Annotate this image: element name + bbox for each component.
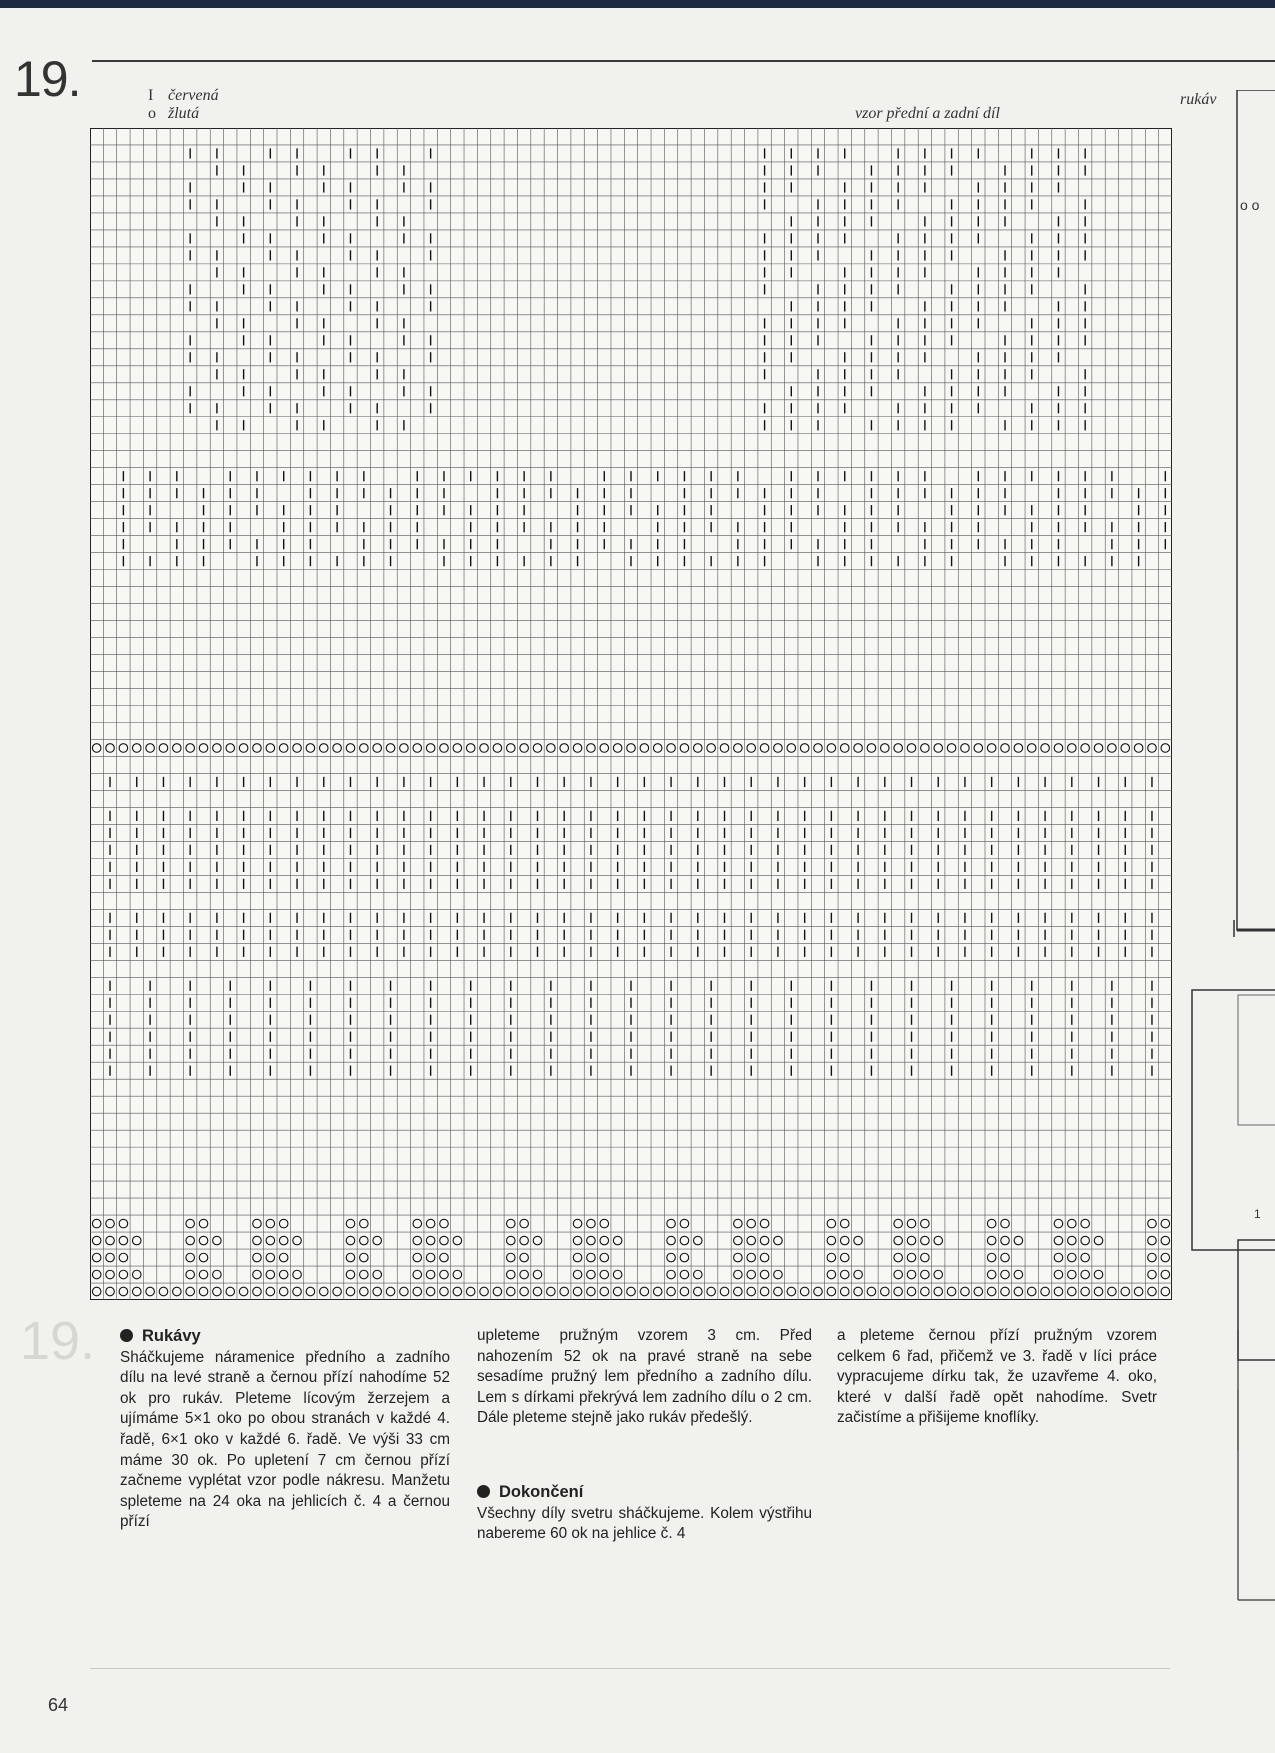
- legend-symbol: I: [148, 87, 154, 104]
- knitting-pattern-chart: [90, 128, 1172, 1300]
- section-body: upleteme pružným vzorem 3 cm. Před nahozením 52 ok na pravé straně na sebe sesadíme pružný lem předního a zadního dílu. Lem s dírkami překrývá lem zadního dílu o 2 cm. Dále pleteme stejně jako rukáv předešlý.: [477, 1327, 812, 1427]
- bullet-icon: [477, 1485, 490, 1498]
- instructions-finishing-continued: [837, 1326, 1157, 1429]
- instructions-sleeves: [120, 1326, 450, 1533]
- page-number: 64: [48, 1695, 69, 1715]
- chart-title: vzor přední a zadní díl: [855, 105, 1000, 122]
- bottom-rule: [90, 1668, 1170, 1669]
- header-rule-right: [1180, 60, 1275, 62]
- svg-text:1: 1: [1254, 1207, 1261, 1221]
- bullet-icon: [120, 1329, 133, 1342]
- section-body: a pleteme černou přízí pružným vzorem celkem 6 řad, přičemž ve 3. řadě v líci práce vypracujeme dírku tak, že uzavřeme 4. oko, které v další řadě opět nahodíme. Svetr začistíme a přišijeme knoflíky.: [837, 1327, 1157, 1427]
- legend-label: žlutá: [168, 105, 200, 122]
- svg-text:o o: o o: [1240, 197, 1260, 213]
- instructions-finishing: [477, 1482, 812, 1545]
- section-body: Všechny díly svetru sháčkujeme. Kolem výstřihu nabereme 60 ok na jehlice č. 4: [477, 1504, 812, 1543]
- sleeve-chart-title: rukáv: [1180, 91, 1217, 108]
- section-body: Sháčkujeme náramenice předního a zadního dílu na levé straně a černou přízí nahodíme 52 ok pro rukáv. Pleteme lícovým žerzejem a ujímáme 5×1 oko po obou stranách v každé 4. řadě, 6×1 oko v každé 6. řadě. Ve výši 33 cm máme 30 ok. Po upletení 7 cm černou přízí začneme vyplétat vzor podle nákresu. Manžetu spleteme na 24 oka na jehlicích č. 4 a černou přízí: [120, 1348, 450, 1531]
- section-number: 19.: [14, 51, 81, 107]
- ghost-section-number: 19.: [20, 1311, 96, 1371]
- header-rule: [92, 60, 1180, 62]
- section-heading: Dokončení: [477, 1482, 812, 1503]
- legend-symbol: o: [148, 105, 156, 122]
- chart-legend: [148, 87, 219, 123]
- instructions-sleeves-continued: [477, 1326, 812, 1429]
- legend-label: červená: [168, 87, 219, 104]
- top-edge-strip: [0, 0, 1275, 8]
- section-heading: Rukávy: [120, 1326, 450, 1347]
- legend-item-yellow: [148, 105, 219, 123]
- chart-frame: [90, 128, 1172, 1300]
- legend-item-red: [148, 87, 219, 105]
- sleeve-schematic-fragment: [1172, 90, 1275, 1640]
